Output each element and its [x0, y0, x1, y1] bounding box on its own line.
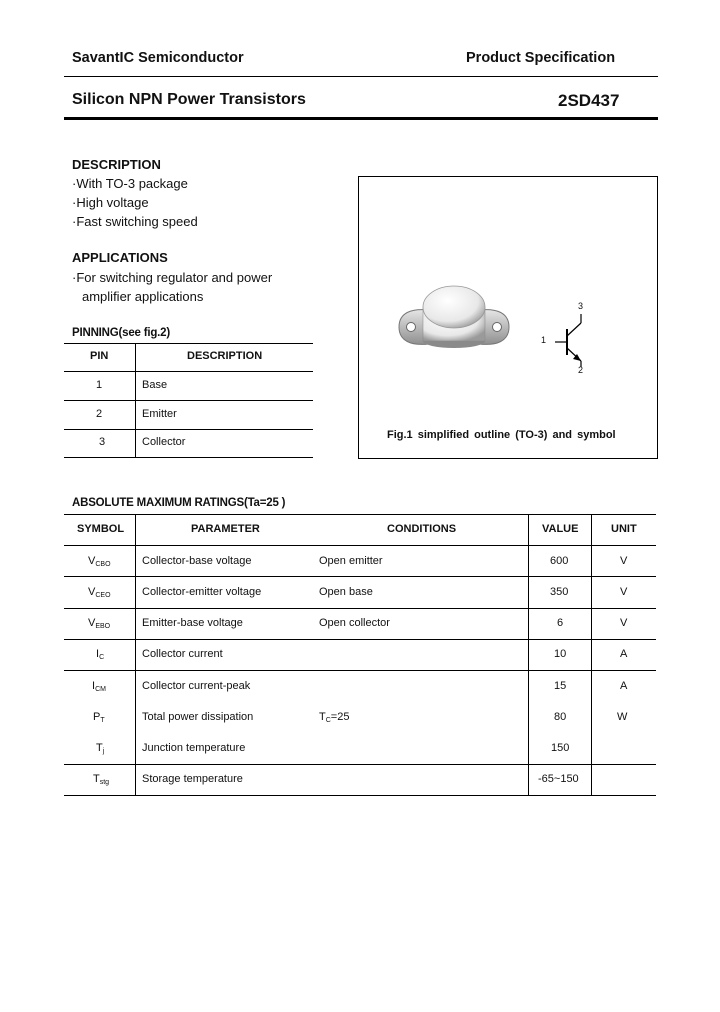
- ratings-parameter: Junction temperature: [142, 742, 246, 754]
- figure-caption: Fig.1 simplified outline (TO-3) and symbol: [387, 429, 616, 441]
- applications-title: APPLICATIONS: [72, 250, 168, 265]
- pin-label-base: 1: [541, 335, 547, 345]
- ratings-unit: W: [617, 711, 628, 723]
- ratings-symbol: $V_{CEO}$: [88, 586, 111, 599]
- description-item: ·With TO-3 package: [72, 176, 188, 191]
- pin-label-collector: 3: [578, 301, 584, 311]
- ratings-header-unit: UNIT: [611, 523, 637, 535]
- ratings-header-value: VALUE: [542, 523, 579, 535]
- ratings-divider: [591, 514, 592, 795]
- ratings-rule: [64, 764, 656, 765]
- ratings-unit: V: [620, 617, 628, 629]
- description-title: DESCRIPTION: [72, 157, 161, 172]
- pinning-divider: [135, 343, 136, 457]
- ratings-condition: Open collector: [319, 617, 390, 629]
- ratings-rule: [64, 795, 656, 796]
- pinning-pin: 1: [96, 379, 103, 391]
- pinning-rule: [64, 371, 313, 372]
- product-line: Silicon NPN Power Transistors: [72, 91, 306, 108]
- pinning-rule: [64, 343, 313, 344]
- ratings-rule: [64, 576, 656, 577]
- ratings-symbol: $V_{EBO}$: [88, 617, 111, 630]
- figure-box: [358, 176, 658, 459]
- ratings-rule: [64, 639, 656, 640]
- ratings-rule: [64, 545, 656, 546]
- applications-line: amplifier applications: [82, 289, 204, 304]
- ratings-parameter: Collector-base voltage: [142, 555, 252, 567]
- ratings-title-tail: ): [281, 497, 286, 509]
- ratings-rule: [64, 608, 656, 609]
- pinning-header-desc: DESCRIPTION: [187, 350, 263, 362]
- ratings-symbol: $I_{CM}$: [92, 680, 106, 693]
- ratings-title: [72, 497, 285, 509]
- header-rule-bottom: [64, 117, 658, 120]
- ratings-symbol: $I_C$: [96, 648, 105, 661]
- ratings-value: 15: [554, 680, 567, 692]
- part-number: 2SD437: [558, 91, 620, 110]
- ratings-value: -65~150: [538, 773, 579, 785]
- ratings-value: 80: [554, 711, 567, 723]
- ratings-condition: $T_C=25$: [319, 711, 350, 724]
- ratings-header-symbol: SYMBOL: [77, 523, 125, 535]
- pinning-desc: Base: [142, 379, 168, 391]
- ratings-unit: A: [620, 648, 628, 660]
- ratings-value: 600: [550, 555, 569, 567]
- ratings-symbol: $P_T$: [93, 711, 105, 724]
- pinning-rule: [64, 429, 313, 430]
- ratings-symbol: $V_{CBO}$: [88, 555, 111, 568]
- ratings-unit: V: [620, 555, 628, 567]
- pinning-desc: Emitter: [142, 408, 177, 420]
- ratings-unit: V: [620, 586, 628, 598]
- ratings-value: 10: [554, 648, 567, 660]
- ratings-condition: Open base: [319, 586, 373, 598]
- npn-transistor-symbol: [359, 177, 657, 458]
- pinning-header-pin: PIN: [90, 350, 109, 362]
- ratings-parameter: Emitter-base voltage: [142, 617, 243, 629]
- ratings-title-text: ABSOLUTE MAXIMUM RATINGS(Ta=25: [72, 497, 279, 509]
- ratings-parameter: Storage temperature: [142, 773, 243, 785]
- pinning-title: PINNING(see fig.2): [72, 327, 171, 339]
- ratings-parameter: Collector current-peak: [142, 680, 251, 692]
- ratings-divider: [135, 514, 136, 795]
- pin-label-emitter: 2: [578, 365, 584, 375]
- ratings-rule: [64, 670, 656, 671]
- ratings-value: 6: [557, 617, 564, 629]
- applications-line: ·For switching regulator and power: [72, 270, 273, 285]
- pinning-pin: 2: [96, 408, 103, 420]
- description-item: ·High voltage: [72, 195, 149, 210]
- ratings-symbol: $T_{stg}$: [93, 773, 110, 786]
- header-rule-top: [64, 76, 658, 77]
- ratings-parameter: Total power dissipation: [142, 711, 254, 723]
- ratings-divider: [528, 514, 529, 795]
- pinning-rule: [64, 457, 313, 458]
- ratings-header-parameter: PARAMETER: [191, 523, 260, 535]
- ratings-parameter: Collector-emitter voltage: [142, 586, 262, 598]
- pinning-pin: 3: [99, 436, 106, 448]
- ratings-value: 350: [550, 586, 569, 598]
- description-item: ·Fast switching speed: [72, 214, 198, 229]
- ratings-unit: A: [620, 680, 628, 692]
- pinning-desc: Collector: [142, 436, 186, 448]
- doc-type: Product Specification: [466, 50, 616, 66]
- ratings-header-conditions: CONDITIONS: [387, 523, 457, 535]
- ratings-rule: [64, 514, 656, 515]
- ratings-parameter: Collector current: [142, 648, 223, 660]
- company-name: SavantIC Semiconductor: [72, 50, 244, 66]
- pinning-rule: [64, 400, 313, 401]
- ratings-symbol: $T_j$: [96, 742, 105, 755]
- ratings-value: 150: [551, 742, 570, 754]
- ratings-condition: Open emitter: [319, 555, 383, 567]
